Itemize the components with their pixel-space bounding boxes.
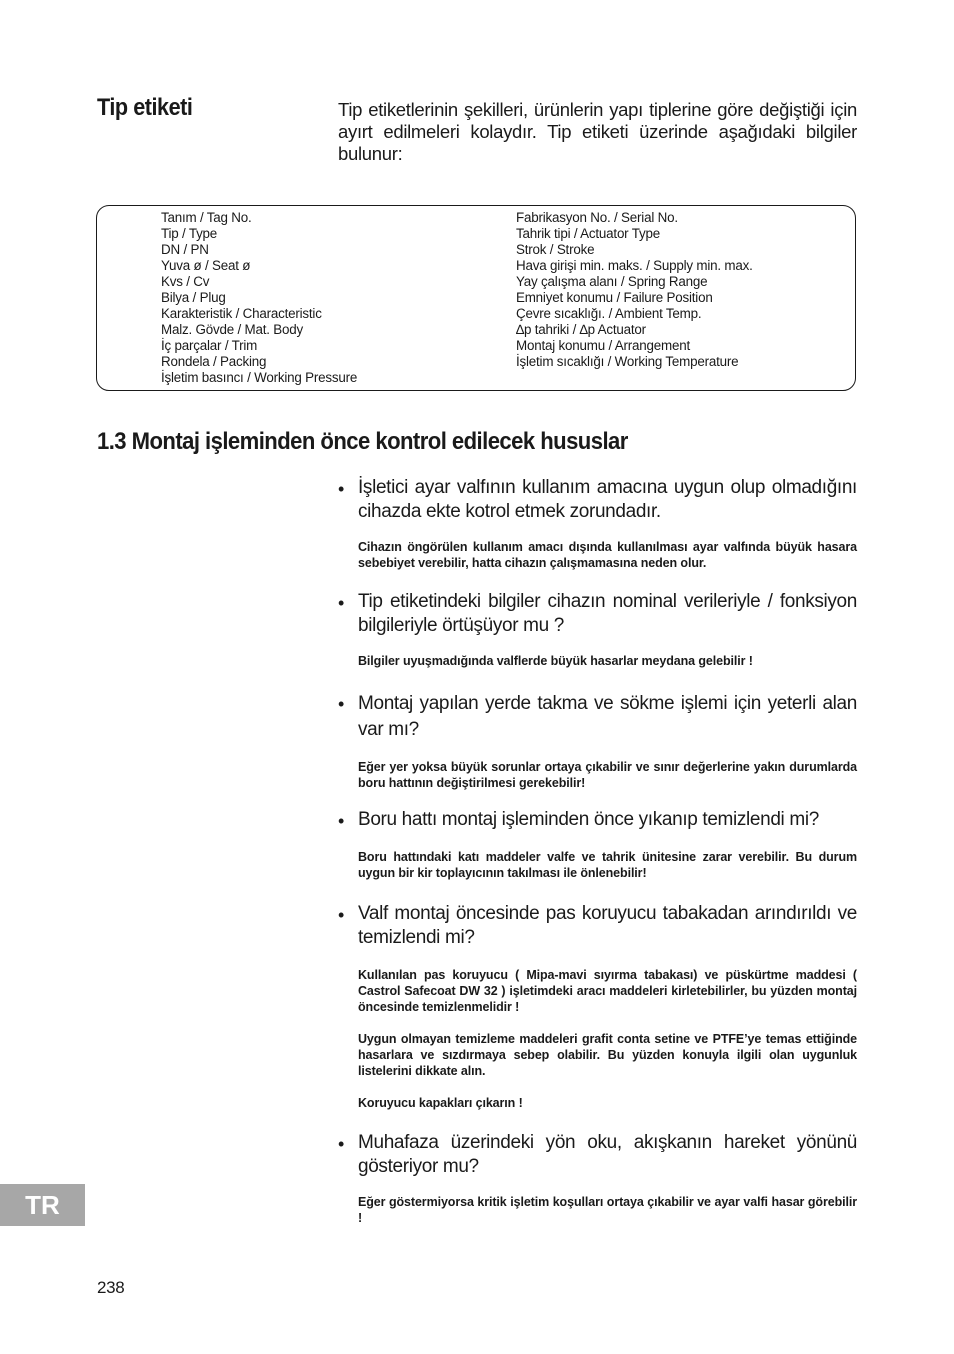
checklist-question: Boru hattı montaj işleminden önce yıkanıp temizlendi mi? xyxy=(358,809,819,830)
type-label-field: Karakteristik / Characteristic xyxy=(161,306,322,321)
checklist-item xyxy=(338,590,857,669)
type-label-field: Tanım / Tag No. xyxy=(161,210,252,225)
type-label-field: Strok / Stroke xyxy=(516,242,595,257)
checklist-note: Boru hattındaki katı maddeler valfe ve tahrik ünitesine zarar verebilir. Bu durum uygun bir kir toplayıcının takılması ile önlenebilir! xyxy=(358,850,857,880)
bullet-icon: • xyxy=(338,694,345,714)
type-label-field: Yuva ø / Seat ø xyxy=(161,258,251,273)
type-label-field: İşletim sıcaklığı / Working Temperature xyxy=(516,354,739,369)
type-label-field: Fabrikasyon No. / Serial No. xyxy=(516,210,678,225)
type-label-field: ∆p tahriki / ∆p Actuator xyxy=(516,322,646,337)
type-label-field: Çevre sıcaklığı. / Ambient Temp. xyxy=(516,306,702,321)
checklist-question: İşletici ayar valfının kullanım amacına uygun olup olmadığını cihazda ekte kotrol etmek zorundadır. xyxy=(358,477,857,522)
type-label-field: Tahrik tipi / Actuator Type xyxy=(516,226,660,241)
type-label-field: Montaj konumu / Arrangement xyxy=(516,338,690,353)
type-label-title: Tip etiketi xyxy=(97,94,193,121)
type-label-fields-right xyxy=(516,210,753,370)
type-label-field: Hava girişi min. maks. / Supply min. max. xyxy=(516,258,753,273)
checklist-item xyxy=(338,902,857,1111)
bullet-icon: • xyxy=(338,479,345,499)
type-label-intro: Tip etiketlerinin şekilleri, ürünlerin yapı tiplerine göre değiştiği için ayırt edilmeleri kolaydır. Tip etiketi üzerinde aşağıdaki bilgiler bulunur: xyxy=(338,99,857,164)
bullet-icon: • xyxy=(338,811,345,831)
type-label-field: DN / PN xyxy=(161,242,209,257)
checklist-note: Bilgiler uyuşmadığında valflerde büyük hasarlar meydana gelebilir ! xyxy=(358,654,753,668)
checklist-item xyxy=(338,476,857,571)
type-label-field: İşletim basıncı / Working Pressure xyxy=(161,370,358,385)
checklist-note: Eğer göstermiyorsa kritik işletim koşulları ortaya çıkabilir ve ayar valfi hasar görebilir ! xyxy=(358,1195,857,1225)
bullet-icon: • xyxy=(338,1134,345,1154)
type-label-field: Malz. Gövde / Mat. Body xyxy=(161,322,304,337)
type-label-field: Yay çalışma alanı / Spring Range xyxy=(516,274,708,289)
checklist-question: Valf montaj öncesinde pas koruyucu tabakadan arındırıldı ve temizlendi mi? xyxy=(358,903,857,948)
checklist-item xyxy=(338,808,857,881)
checklist-note: Uygun olmayan temizleme maddeleri grafit conta setine ve PTFE’ye temas ettiğinde hasarlara ve sızdırmaya sebep olabilir. Bu yüzden konuyla ilgili olan uygunluk listelerini dikkate alın. xyxy=(358,1032,857,1078)
type-label-fields-left xyxy=(161,210,357,386)
type-label-field: Bilya / Plug xyxy=(161,290,226,305)
type-label-field: Rondela / Packing xyxy=(161,354,267,369)
checklist-note: Kullanılan pas koruyucu ( Mipa-mavi sıyırma tabakası) ve püskürtme maddesi ( Castrol Safecoat DW 32 ) işletimdeki aracı maddeleri kirletebilirler, bu yüzden montaj öncesinde temizlenmelidir ! xyxy=(358,968,857,1014)
type-label-field: Tip / Type xyxy=(161,226,218,241)
checklist-item xyxy=(338,1131,857,1226)
page-number: 238 xyxy=(97,1278,125,1297)
type-label-field: İç parçalar / Trim xyxy=(161,338,258,353)
type-label-field: Kvs / Cv xyxy=(161,274,210,289)
section-heading: 1.3 Montaj işleminden önce kontrol edilecek hususlar xyxy=(97,428,628,455)
checklist-question: Muhafaza üzerindeki yön oku, akışkanın hareket yönünü gösteriyor mu? xyxy=(358,1132,857,1177)
checklist-note: Koruyucu kapakları çıkarın ! xyxy=(358,1096,523,1110)
bullet-icon: • xyxy=(338,905,345,925)
checklist xyxy=(338,476,857,1226)
type-label-field: Emniyet konumu / Failure Position xyxy=(516,290,713,305)
language-tab: TR xyxy=(0,1184,85,1226)
checklist-question: Tip etiketindeki bilgiler cihazın nominal verileriyle / fonksiyon bilgileriyle örtüşüyor mu ? xyxy=(358,591,857,636)
checklist-item xyxy=(338,691,857,791)
checklist-note: Eğer yer yoksa büyük sorunlar ortaya çıkabilir ve sınır değerlerine yakın durumlarda boru hattının değiştirilmesi gerekebilir! xyxy=(358,760,857,790)
checklist-question: Montaj yapılan yerde takma ve sökme işlemi için yeterli alan var mı? xyxy=(358,693,857,740)
checklist-note: Cihazın öngörülen kullanım amacı dışında kullanılması ayar valfında büyük hasara sebebiyet verebilir, hatta cihazın çalışmamasına neden olur. xyxy=(358,540,857,570)
bullet-icon: • xyxy=(338,593,345,613)
